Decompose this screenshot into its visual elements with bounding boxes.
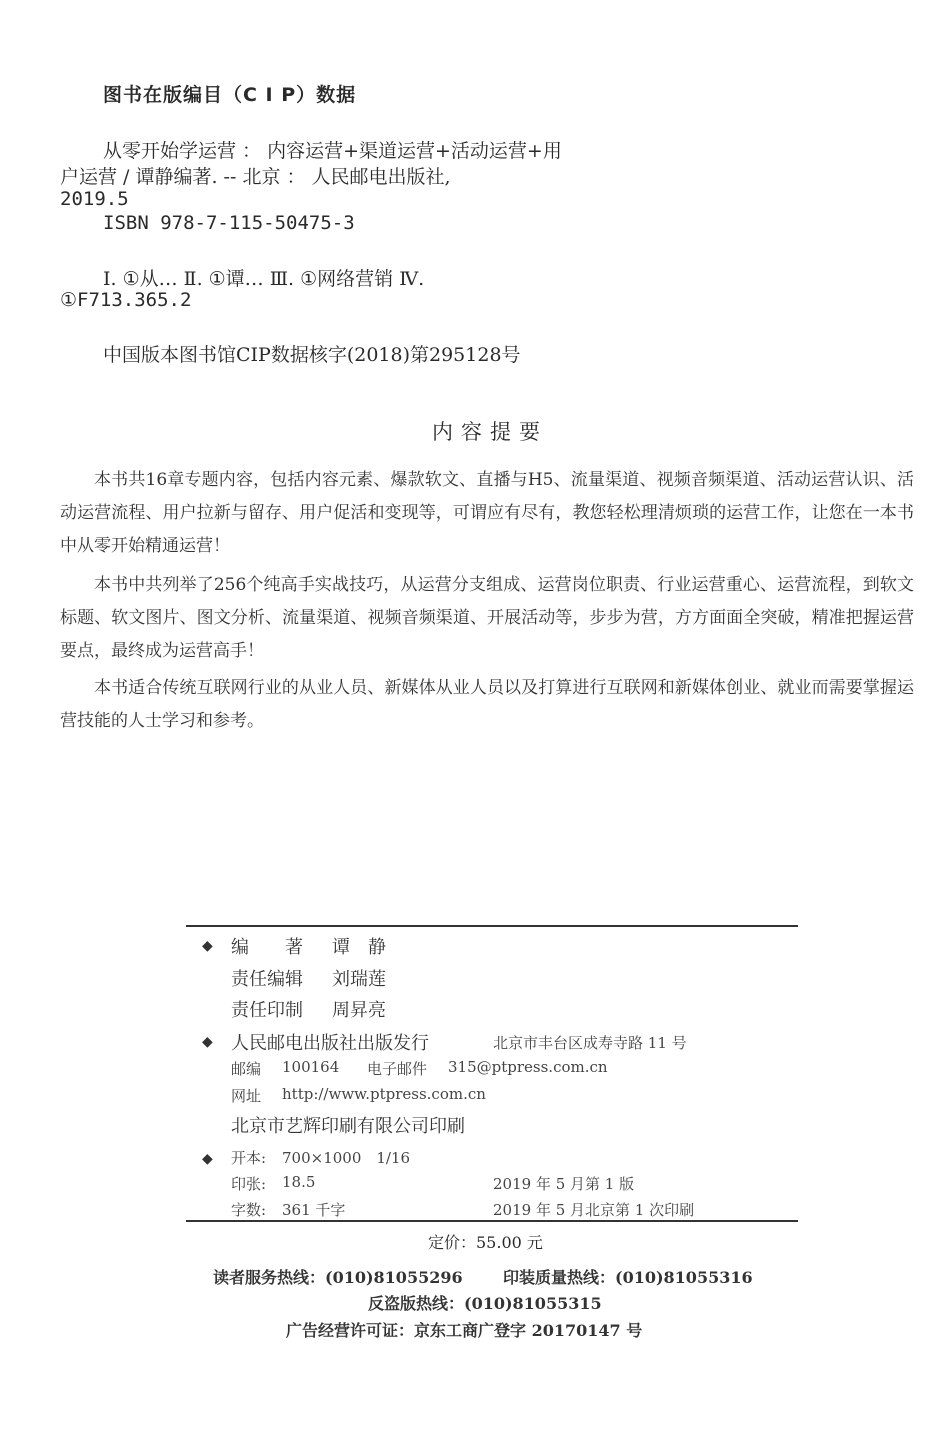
words: 361 千字 [282,1201,346,1219]
cip-line-3: 2019.5 [60,188,129,210]
summary-paragraph-2: 本书中共列举了256个纯高手实战技巧，从运营分支组成、运营岗位职责、行业运营重心、运营流程，到软文标题、软文图片、图文分析、流量渠道、视频音频渠道、开展活动等，步步为营，方方面面全突破，精准把握运营要点，最终成为运营高手！ [60,575,914,661]
cip-record-number: 中国版本图书馆CIP数据核字(2018)第295128号 [103,344,521,366]
cip-line-2: 户运营 / 谭静编著. -- 北京 ： 人民邮电出版社, [60,166,451,188]
anti-piracy-hotline: 反盗版热线：(010)81055315 [368,1294,602,1313]
imprint-bottom-rule [186,1220,798,1222]
summary-paragraph-3: 本书适合传统互联网行业的从业人员、新媒体从业人员以及打算进行互联网和新媒体创业、就业而需要掌握运营技能的人士学习和参考。 [60,678,914,731]
print-manager-label: 责任印制 [231,1000,303,1021]
cip-isbn: ISBN 978-7-115-50475-3 [103,212,355,234]
editor-label: 责任编辑 [231,969,303,990]
email[interactable]: 315@ptpress.com.cn [448,1058,608,1076]
sheets: 18.5 [282,1173,316,1191]
sheets-label: 印张: [231,1175,267,1193]
email-label: 电子邮件 [367,1060,428,1078]
summary-paragraph-1: 本书共16章专题内容，包括内容元素、爆款软文、直播与H5、流量渠道、视频音频渠道、活动运营认识、活动运营流程、用户拉新与留存、用户促活和变现等，可谓应有尽有，教您轻松理清烦琐的运营工作，让您在一本书中从零开始精通运营！ [60,470,914,556]
format: 700×1000 1/16 [282,1149,411,1167]
imprint-top-rule [186,925,798,927]
summary-title: 内容提要 [432,420,548,444]
editor-name: 刘瑞莲 [332,969,386,990]
website-label: 网址 [231,1087,262,1105]
reader-service-hotline: 读者服务热线：(010)81055296 [213,1268,463,1287]
bullet-publisher: ◆ [202,1034,213,1050]
postcode-label: 邮编 [231,1060,262,1078]
ad-license: 广告经营许可证：京东工商广登字 20170147 号 [286,1321,643,1340]
website-link[interactable]: http://www.ptpress.com.cn [282,1085,486,1103]
printing: 2019 年 5 月北京第 1 次印刷 [493,1201,695,1219]
cip-class-number: ①F713.365.2 [60,289,192,311]
author-label: 编 著 [231,937,303,958]
bullet-author: ◆ [202,938,213,954]
postcode: 100164 [282,1058,340,1076]
format-label: 开本: [231,1149,267,1167]
bullet-format: ◆ [202,1151,213,1167]
publisher-address: 北京市丰台区成寿寺路 11 号 [493,1034,687,1052]
print-quality-hotline: 印装质量热线：(010)81055316 [503,1268,753,1287]
edition: 2019 年 5 月第 1 版 [493,1175,635,1193]
price: 定价：55.00 元 [428,1233,543,1252]
cip-classification: Ⅰ. ①从… Ⅱ. ①谭… Ⅲ. ①网络营销 Ⅳ. [103,268,425,290]
publisher: 人民邮电出版社出版发行 [231,1033,429,1054]
cip-title: 图书在版编目（C I P）数据 [103,84,357,106]
words-label: 字数: [231,1201,267,1219]
printer: 北京市艺辉印刷有限公司印刷 [231,1116,465,1137]
cip-line-1: 从零开始学运营 ： 内容运营+渠道运营+活动运营+用 [103,140,562,162]
print-manager-name: 周昇亮 [332,1000,386,1021]
author-name: 谭 静 [332,937,386,958]
